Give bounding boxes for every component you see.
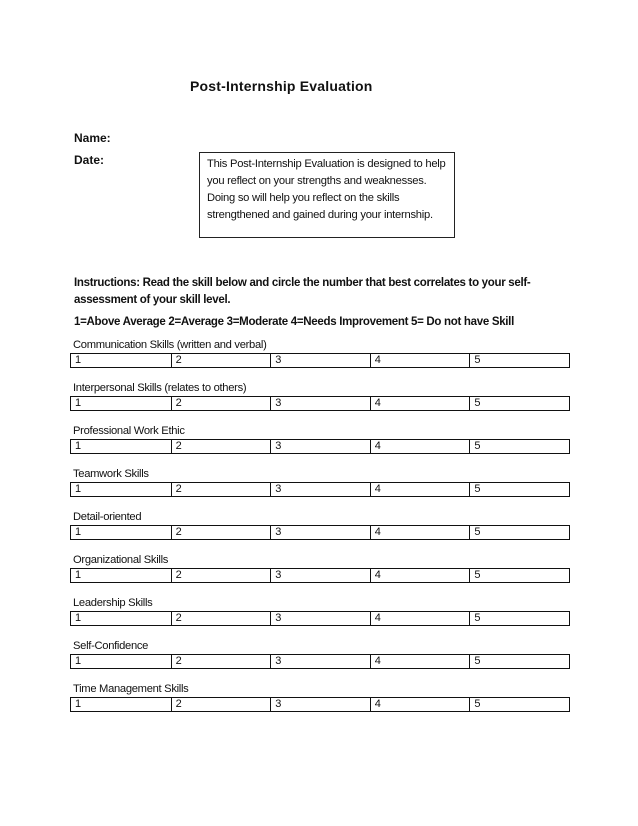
rating-option[interactable]: 4 (370, 698, 470, 711)
rating-option[interactable]: 4 (370, 526, 470, 539)
rating-option[interactable]: 2 (171, 612, 271, 625)
skills-list (70, 338, 570, 725)
skill-item (70, 381, 570, 424)
rating-option[interactable]: 4 (370, 569, 470, 582)
rating-option[interactable]: 3 (270, 483, 370, 496)
rating-option[interactable]: 3 (270, 569, 370, 582)
rating-option[interactable]: 1 (75, 569, 82, 581)
note-line: Doing so will help you reflect on the skills (207, 192, 400, 204)
rating-option[interactable]: 2 (171, 526, 271, 539)
skill-item (70, 596, 570, 639)
rating-option[interactable]: 2 (171, 655, 271, 668)
note-line: strengthened and gained during your internship. (207, 209, 433, 221)
rating-row (70, 697, 570, 712)
skill-item (70, 682, 570, 725)
skill-item (70, 639, 570, 682)
rating-option[interactable]: 4 (370, 483, 470, 496)
rating-option[interactable]: 2 (171, 698, 271, 711)
rating-option[interactable]: 1 (75, 354, 82, 366)
rating-option[interactable]: 3 (270, 655, 370, 668)
rating-row (70, 611, 570, 626)
rating-option[interactable]: 2 (171, 483, 271, 496)
rating-option[interactable]: 2 (171, 440, 271, 453)
rating-option[interactable]: 3 (270, 354, 370, 367)
note-line: This Post-Internship Evaluation is designed to help (207, 158, 446, 170)
evaluation-note-box (199, 152, 455, 238)
rating-option[interactable]: 1 (75, 440, 82, 452)
rating-option[interactable]: 5 (469, 655, 569, 668)
date-label: Date: (74, 153, 105, 167)
rating-row (70, 396, 570, 411)
rating-option[interactable]: 1 (75, 655, 82, 667)
rating-option[interactable]: 3 (270, 526, 370, 539)
rating-option[interactable]: 5 (469, 354, 569, 367)
rating-row (70, 654, 570, 669)
rating-row (70, 525, 570, 540)
rating-option[interactable]: 4 (370, 354, 470, 367)
rating-option[interactable]: 5 (469, 397, 569, 410)
rating-option[interactable]: 5 (469, 483, 569, 496)
rating-option[interactable]: 3 (270, 612, 370, 625)
instructions-text: Instructions: Read the skill below and circle the number that best correlates to your self-assessment of your skill level. (74, 277, 531, 306)
rating-option[interactable]: 4 (370, 612, 470, 625)
rating-option[interactable]: 5 (469, 569, 569, 582)
rating-row (70, 482, 570, 497)
rating-option[interactable]: 3 (270, 440, 370, 453)
rating-option[interactable]: 2 (171, 569, 271, 582)
rating-option[interactable]: 1 (75, 526, 82, 538)
rating-option[interactable]: 4 (370, 397, 470, 410)
page-title: Post-Internship Evaluation (190, 78, 373, 94)
rating-option[interactable]: 2 (171, 354, 271, 367)
name-label: Name: (74, 131, 111, 145)
rating-option[interactable]: 2 (171, 397, 271, 410)
skill-item (70, 467, 570, 510)
rating-option[interactable]: 3 (270, 698, 370, 711)
rating-option[interactable]: 4 (370, 440, 470, 453)
skill-name: Time Management Skills (73, 683, 189, 695)
rating-option[interactable]: 4 (370, 655, 470, 668)
rating-option[interactable]: 1 (75, 698, 82, 710)
skill-name: Detail-oriented (73, 511, 142, 523)
rating-option[interactable]: 3 (270, 397, 370, 410)
rating-option[interactable]: 1 (75, 483, 82, 495)
skill-item (70, 424, 570, 467)
note-line: you reflect on your strengths and weaknesses. (207, 175, 427, 187)
skill-name: Leadership Skills (73, 597, 153, 609)
rating-option[interactable]: 5 (469, 440, 569, 453)
rating-option[interactable]: 1 (75, 612, 82, 624)
rating-option[interactable]: 1 (75, 397, 82, 409)
rating-scale-legend: 1=Above Average 2=Average 3=Moderate 4=Needs Improvement 5= Do not have Skill (74, 316, 514, 328)
skill-name: Self-Confidence (73, 640, 149, 652)
skill-name: Interpersonal Skills (relates to others) (73, 382, 247, 394)
skill-item (70, 553, 570, 596)
rating-option[interactable]: 5 (469, 526, 569, 539)
rating-row (70, 353, 570, 368)
skill-name: Communication Skills (written and verbal) (73, 339, 267, 351)
rating-option[interactable]: 5 (469, 612, 569, 625)
skill-name: Teamwork Skills (73, 468, 149, 480)
rating-option[interactable]: 5 (469, 698, 569, 711)
rating-row (70, 439, 570, 454)
skill-item (70, 510, 570, 553)
rating-row (70, 568, 570, 583)
skill-name: Professional Work Ethic (73, 425, 185, 437)
skill-name: Organizational Skills (73, 554, 169, 566)
skill-item (70, 338, 570, 381)
